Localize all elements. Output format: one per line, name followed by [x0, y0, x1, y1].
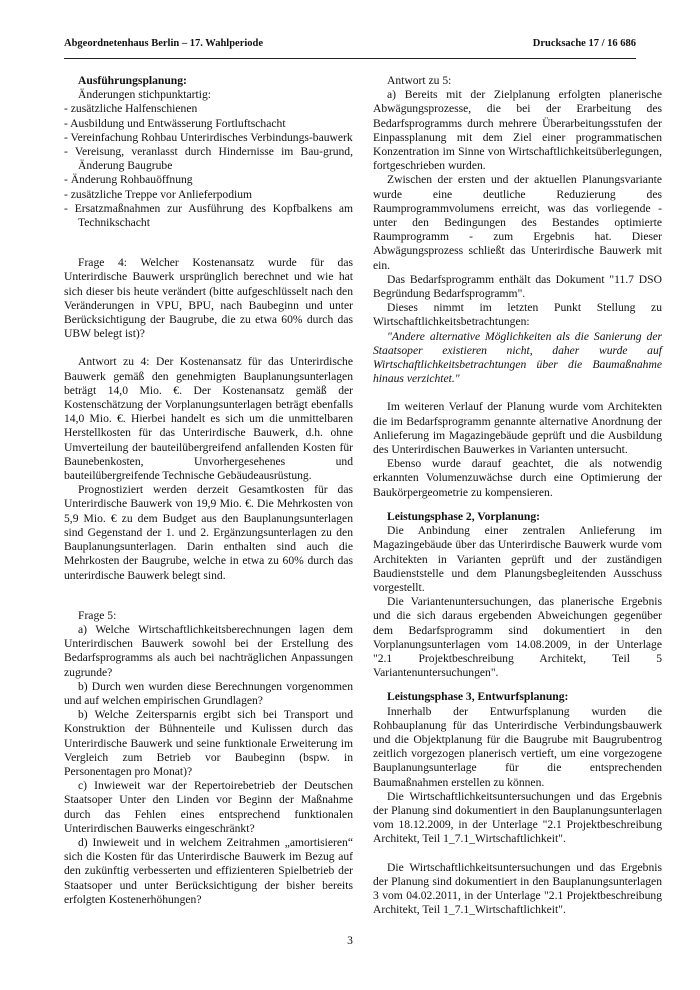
question-4: Frage 4: Welcher Kostenansatz wurde für das Unterirdische Bauwerk ursprünglich berechnet und wie hat sich dieser bis heute verändert (bitte aufgeschlüsselt nach den Veränderungen in VPU, BPU, nach Baubeginn und unter Berücksichtigung der Baugrube, die zu etwa 60% durch das UBW belegt ist)?: [64, 256, 353, 341]
answer-5-paragraph: Ebenso wurde darauf geachtet, die als notwendig erkannten Volumenzuwächse durch eine Optimierung der Baukörpergeometrie zu kompensieren.: [373, 457, 662, 499]
answer-4-paragraph: Prognostiziert werden derzeit Gesamtkosten für das Unterirdische Bauwerk von 19,9 Mio. €. Die Mehrkosten von 5,9 Mio. € zu dem Budget aus den Bauplanungsunterlagen sind Gegenstand der 1. und 2. Ergänzungsunterlagen zu den Bauplanungsunterlagen. Darin enthalten sind auch die Mehrkosten der Baugrube, welche in etwa zu 60% durch das unterirdische Bauwerk belegt sind.: [64, 483, 353, 582]
section-heading-leistungsphase-3: Leistungsphase 3, Entwurfsplanung:: [387, 690, 569, 704]
question-5-item: c) Inwieweit war der Repertoirebetrieb der Deutschen Staatsoper Unter den Linden vor Beginn der Maßnahme durch das Fehlen eines entsprechend funktionalen Unterirdischen Bauwerks eingeschränkt?: [64, 779, 353, 835]
answer-4-paragraph: Antwort zu 4: Der Kostenansatz für das Unterirdische Bauwerk gemäß den genehmigten Bauplanungsunterlagen beträgt 14,0 Mio. €. Der Kostenansatz gemäß der Kostenschätzung der Vorplanungsunterlagen beträgt ebenfalls 14,0 Mio. €. Hierbei handelt es sich um die unmittelbaren Herstellkosten für das Unterirdische Bauwerk, d.h. ohne Umverteilung der bauteilübergreifend anfallenden Kosten für Baunebenkosten, Unvorhergesehenes und bauteilübergreifende Technische Gebäudeausrüstung.: [64, 355, 353, 483]
question-5-item: d) Inwieweit und in welchem Zeitrahmen „amortisieren“ sich die Kosten für das Unterirdische Bauwerk im Bezug auf den zukünftig verbesserten und effizienteren Spielbetrieb der Staatsoper und unter Berücksichtigung der bisher bereits erfolgten Kostenerhöhungen?: [64, 835, 353, 906]
change-item: - Vereisung, veranlasst durch Hindernisse im Bau-grund, Änderung Baugrube: [64, 145, 353, 173]
page-header: [64, 38, 636, 54]
quoted-statement: "Andere alternative Möglichkeiten als die Sanierung der Staatsoper existieren nicht, daher wurde auf Wirtschaftlichkeitsbetrachtungen über die Baumaßnahme hinaus verzichtet.": [373, 329, 662, 386]
change-item: - Änderung Rohbauöffnung: [64, 173, 193, 187]
change-item: - Ausbildung und Entwässerung Fortluftschacht: [64, 116, 286, 130]
leistungsphase-2-paragraph: Die Anbindung einer zentralen Anlieferung im Magazingebäude über das Unterirdische Bauwerk wurde vom Architekten in Varianten geprüft und der zuständigen Baudienststelle und dem Planungsbegleitenden Ausschuss vorgestellt.: [373, 524, 662, 594]
leistungsphase-3-paragraph: Die Wirtschaftlichkeitsuntersuchungen und das Ergebnis der Planung sind dokumentiert in den Bauplanungsunterlagen vom 18.12.2009, in der Unterlage "2.1 Projektbeschreibung Architekt, Teil 1_7.1_Wirtschaftlichkeit".: [373, 789, 662, 846]
left-column: [64, 74, 353, 907]
right-column: [373, 74, 662, 917]
answer-5-title: Antwort zu 5:: [387, 74, 452, 87]
change-item: - zusätzliche Treppe vor Anlieferpodium: [64, 187, 253, 201]
question-5-title: Frage 5:: [78, 608, 117, 622]
header-publisher: Abgeordnetenhaus Berlin – 17. Wahlperiode: [64, 38, 264, 49]
header-document-number: Drucksache 17 / 16 686: [532, 38, 636, 49]
leistungsphase-3-paragraph: Die Wirtschaftlichkeitsuntersuchungen und das Ergebnis der Planung sind dokumentiert in den Bauplanungsunterlagen 3 vom 04.02.2011, in der Unterlage "2.1 Projektbeschreibung Architekt, Teil 1_7.1_Wirtschaftlichkeit".: [373, 860, 662, 917]
answer-5-paragraph: Zwischen der ersten und der aktuellen Planungsvariante wurde eine deutliche Reduzierung des Raumprogrammvolumens erreicht, was das vorliegende - unter den Bedingungen des Bestandes optimierte Raumprogramm - zum Ergebnis hat. Dieser Abwägungsprozess schließt das Unterirdische Bauwerk mit ein.: [373, 173, 662, 272]
question-5-item: b) Durch wen wurden diese Berechnungen vorgenommen und auf welchen empirischen Grundlagen?: [64, 679, 353, 707]
answer-5-paragraph: Dieses nimmt im letzten Punkt Stellung zu Wirtschaftlichkeitsbetrachtungen:: [373, 301, 662, 329]
change-item: - Vereinfachung Rohbau Unterirdisches Verbindungs-bauwerk: [64, 130, 353, 144]
change-item: - Ersatzmaßnahmen zur Ausführung des Kopfbalkens am Technikschacht: [64, 201, 353, 230]
changes-intro: Änderungen stichpunktartig:: [78, 88, 211, 102]
header-rule: [64, 58, 636, 59]
question-5-item: a) Welche Wirtschaftlichkeitsberechnungen lagen dem Unterirdischen Bauwerk sowohl bei der Erstellung des Bedarfsprogramms als auch bei nachträglichen Anpassungen zugrunde?: [64, 622, 353, 679]
question-5-item: b) Welche Zeitersparnis ergibt sich bei Transport und Konstruktion der Bühnenteile und Kulissen durch das Unterirdische Bauwerk und seine funktionale Erweiterung im Vergleich zum Betrieb vor Baubeginn (bspw. in Personentagen pro Monat)?: [64, 708, 353, 778]
page-number: 3: [347, 934, 353, 947]
section-heading-leistungsphase-2: Leistungsphase 2, Vorplanung:: [387, 509, 541, 523]
change-item: - zusätzliche Halfenschienen: [64, 102, 198, 116]
answer-5-paragraph: Das Bedarfsprogramm enthält das Dokument "11.7 DSO Begründung Bedarfsprogramm".: [373, 272, 662, 301]
answer-5-paragraph: Im weiteren Verlauf der Planung wurde vom Architekten die im Bedarfsprogramm genannte alternative Anordnung der Anlieferung im Magazingebäude geprüft und die Ausbildung des Unterirdischen Bauwerkes in Varianten untersucht.: [373, 400, 662, 457]
leistungsphase-3-paragraph: Innerhalb der Entwurfsplanung wurden die Rohbauplanung für das Unterirdische Verbindungsbauwerk und die Objektplanung für die Baugrube mit Baugrubentrog zeitlich vorgezogen planerisch vertieft, um eine vorgezogene Bauplanungsunterlage für die entsprechenden Baumaßnahmen erstellen zu können.: [373, 704, 662, 789]
leistungsphase-2-paragraph: Die Variantenuntersuchungen, das planerische Ergebnis und die sich daraus ergebenden Abweichungen gegenüber dem Bedarfsprogramm sind dokumentiert in den Vorplanungsunterlagen vom 14.08.2009, in der Unterlage "2.1 Projektbeschreibung Architekt, Teil 5 Variantenuntersuchungen".: [373, 595, 662, 680]
answer-5-paragraph: a) Bereits mit der Zielplanung erfolgten planerische Abwägungsprozesse, die bei der Erarbeitung des Bedarfsprogramms durch mehrere Überarbeitungsstufen der Einpassplanung mit dem Ziel einer programmatischen Konzentration im Sinne von Wirtschaftlichkeitsüberlegungen, fortgeschrieben wurden.: [373, 88, 662, 173]
section-heading-ausfuehrungsplanung: Ausführungsplanung:: [78, 74, 187, 87]
